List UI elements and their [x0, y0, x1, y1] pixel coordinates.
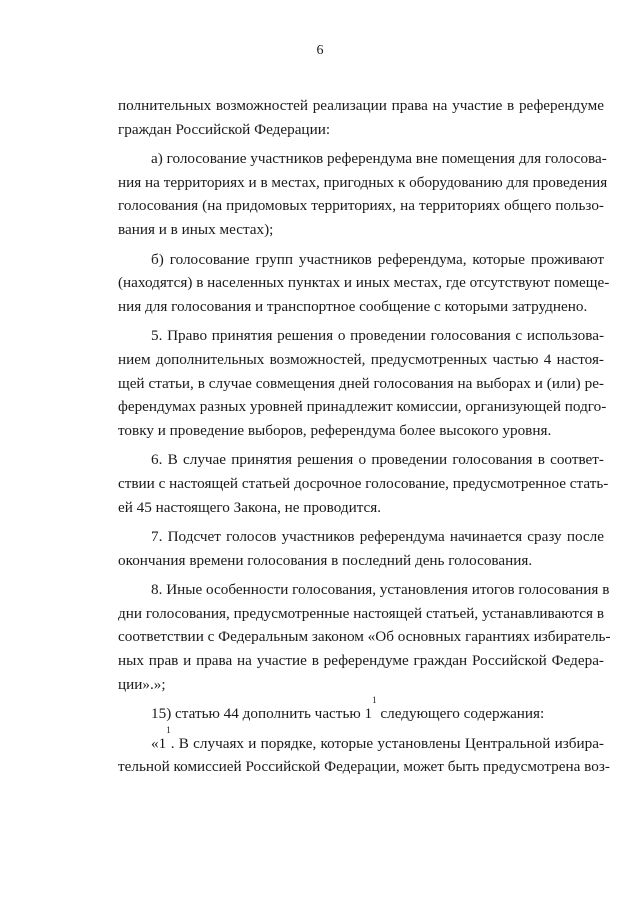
text-line: голосования (на придомовых территориях, на территориях общего пользо-	[118, 197, 604, 215]
text-line: ных прав и права на участие в референдуме граждан Российской Федера-	[118, 652, 604, 670]
text-line: ферендумах разных уровней принадлежит комиссии, организующей подго-	[118, 398, 607, 416]
text-line: тельной комиссией Российской Федерации, может быть предусмотрена воз-	[118, 758, 610, 776]
text-line: вания и в иных местах);	[118, 220, 274, 238]
text-line: 8. Иные особенности голосования, установления итогов голосования в	[151, 581, 610, 599]
text-line: ции».»;	[118, 675, 166, 693]
text-line: а) голосование участников референдума вне помещения для голосова-	[151, 150, 607, 168]
text-line: 7. Подсчет голосов участников референдума начинается сразу после	[151, 528, 604, 546]
document-body	[118, 94, 611, 779]
text-line: нием дополнительных возможностей, предусмотренных частью 4 настоя-	[118, 350, 604, 368]
text-line: 5. Право принятия решения о проведении голосования с использова-	[151, 327, 604, 345]
text-line: ей 45 настоящего Закона, не проводится.	[118, 498, 382, 516]
text-line: соответствии с Федеральным законом «Об основных гарантиях избиратель-	[118, 628, 611, 646]
text-line: 15) статью 44 дополнить частью $1^1$ следующего содержания:	[151, 695, 545, 723]
text-line: «$1^1$. В случаях и порядке, которые установлены Центральной избира-	[151, 724, 604, 752]
page-number: 6	[316, 43, 324, 58]
text-line: ния на территориях и в местах, пригодных к оборудованию для проведения	[118, 173, 608, 191]
text-line: дни голосования, предусмотренные настоящей статьей, устанавливаются в	[118, 604, 604, 622]
text-line: полнительных возможностей реализации права на участие в референдуме	[118, 97, 604, 114]
text-line: ствии с настоящей статьей досрочное голосование, предусмотренное стать-	[118, 474, 609, 492]
text-line: окончания времени голосования в последний день голосования.	[118, 551, 533, 569]
superscript: 1	[166, 724, 171, 735]
text-line: щей статьи, в случае совмещения дней голосования на выборах и (или) ре-	[118, 374, 604, 392]
superscript: 1	[372, 695, 377, 706]
text-line: 6. В случае принятия решения о проведении голосования в соответ-	[151, 451, 604, 469]
text-line: б) голосование групп участников референдума, которые проживают	[151, 250, 604, 268]
text-line: (находятся) в населенных пунктах и иных местах, где отсутствуют помеще-	[118, 274, 610, 292]
text-line: ния для голосования и транспортное сообщение с которыми затруднено.	[118, 297, 588, 315]
text-line: товку и проведение выборов, референдума более высокого уровня.	[118, 421, 552, 439]
text-line: граждан Российской Федерации:	[118, 120, 331, 138]
